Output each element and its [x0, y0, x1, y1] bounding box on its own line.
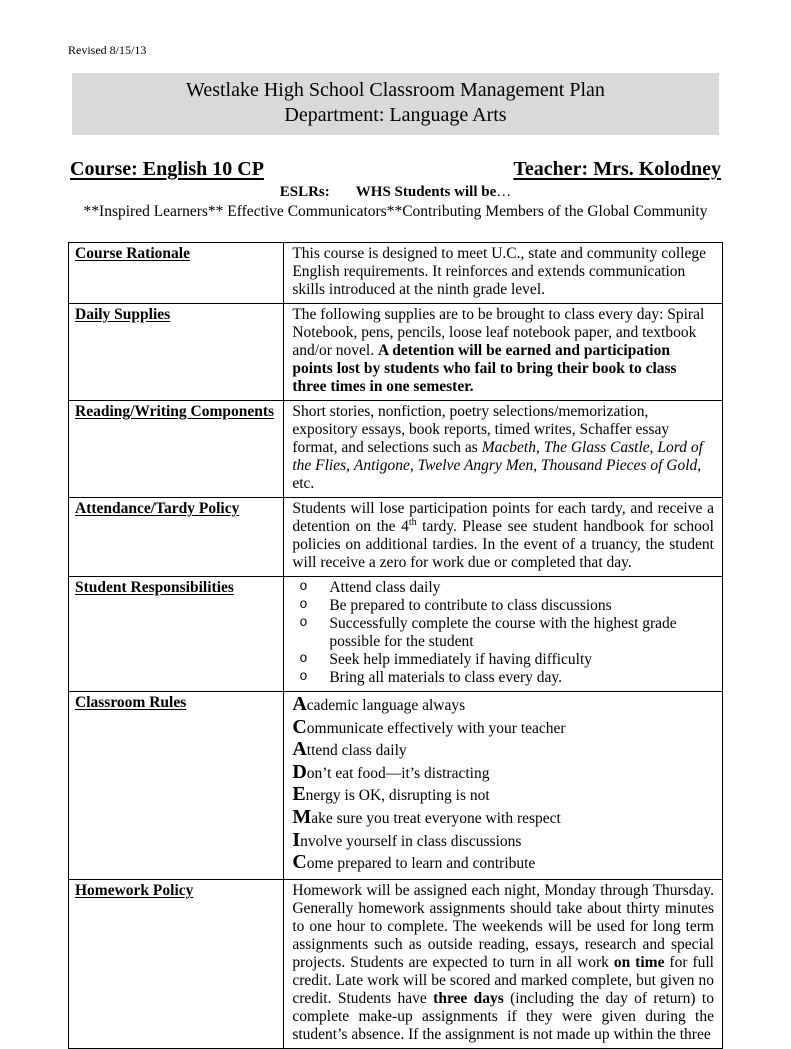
table-row: [69, 243, 723, 304]
rule-text: ome prepared to learn and contribute: [306, 855, 536, 873]
row-label-attendance-tardy: Attendance/Tardy Policy: [75, 500, 240, 517]
bullet-marker: o: [299, 670, 308, 685]
row-content-reading-writing: [284, 401, 723, 498]
bullet-item: [292, 579, 714, 597]
bullet-marker: o: [299, 580, 308, 595]
row-label-student-responsibilities: Student Responsibilities: [75, 579, 234, 596]
rule-text: ttend class daily: [306, 742, 407, 760]
bullet-text: Bring all materials to class every day.: [329, 669, 563, 686]
text-run: ,: [346, 457, 354, 474]
row-label-reading-writing: Reading/Writing Components: [75, 403, 275, 420]
classroom-rule-line: [292, 784, 714, 807]
bullet-item: [292, 651, 714, 669]
bullet-marker: o: [299, 598, 308, 613]
row-content-homework-policy: [284, 879, 723, 1048]
rule-initial-letter: I: [292, 828, 301, 851]
bullet-item: [292, 669, 714, 687]
text-run: (including the day of return) to complete make-up assignments if they were given during the student’s absence. If the assignment is not made up within the three: [292, 989, 714, 1043]
teacher-name: Teacher: Mrs. Kolodney: [513, 158, 721, 180]
bullet-text: Attend class daily: [329, 579, 441, 596]
classroom-rule-line: [292, 830, 714, 853]
text-run: Short stories, nonfiction, poetry selections/memorization, expository essays, book reports, timed writes, Schaffer essay format, and selections such as: [292, 403, 670, 456]
bullet-item: [292, 615, 714, 651]
text-run: This course is designed to meet U.C., state and community college English requirements. It reinforces and extends communication skills introduced at the ninth grade level.: [292, 245, 706, 298]
text-run: tardy. Please see student handbook for school policies on additional tardies. In the event of a truancy, the student will receive a zero for work due or completed that day.: [292, 518, 714, 571]
eslr-ellipsis: …: [496, 184, 512, 200]
bullet-marker: o: [299, 652, 308, 667]
rule-initial-letter: D: [292, 760, 307, 783]
rule-text: nergy is OK, disrupting is not: [305, 787, 490, 805]
table-row: [69, 401, 723, 498]
row-label-homework-policy: Homework Policy: [75, 881, 194, 899]
row-content-attendance-tardy: [284, 498, 723, 577]
row-label-classroom-rules: Classroom Rules: [75, 694, 187, 711]
table-row: [69, 577, 723, 692]
rule-text: on’t eat food—it’s distracting: [306, 764, 490, 782]
text-run: Homework will be assigned each night, Monday through Thursday. Generally homework assignments should take about thirty minutes to one hour to complete. The weekends will be used for long term assignments such as outside reading, essays, research and special projects. Students are expected to turn in all work: [292, 881, 714, 971]
text-run: , etc.: [292, 457, 702, 492]
eslr-text: WHS Students will be: [355, 184, 497, 200]
rule-initial-letter: C: [292, 851, 307, 874]
bullet-text: Seek help immediately if having difficulty: [329, 651, 593, 668]
text-run: Lord of the Flies: [292, 439, 703, 474]
rule-initial-letter: C: [292, 715, 307, 738]
classroom-rule-line: [292, 739, 714, 762]
rule-initial-letter: A: [292, 738, 307, 761]
document-title: Westlake High School Classroom Management Plan: [186, 79, 605, 101]
row-label-course-rationale: Course Rationale: [75, 245, 190, 262]
course-name: Course: English 10 CP: [70, 158, 264, 180]
text-run: on time: [613, 953, 665, 971]
text-run: ,: [535, 439, 544, 456]
text-run: for full credit. Late work will be scored and marked complete, but given no credit. Students have: [292, 953, 714, 1007]
text-run: The following supplies are to be brought to class every day: Spiral Notebook, pens, pencils, loose leaf notebook paper, and textbook and/or novel.: [292, 306, 705, 359]
rule-initial-letter: E: [292, 783, 306, 806]
classroom-rule-line: [292, 717, 714, 740]
row-label-daily-supplies: Daily Supplies: [75, 306, 171, 323]
classroom-rule-line: [292, 694, 714, 717]
bullet-text: Successfully complete the course with the highest grade possible for the student: [329, 615, 677, 650]
bullet-text: Be prepared to contribute to class discussions: [329, 597, 612, 614]
text-run: Antigone, Twelve Angry Men, Thousand Pieces of Gold: [353, 457, 698, 474]
course-teacher-line: [70, 157, 721, 181]
rule-text: ake sure you treat everyone with respect: [311, 809, 561, 827]
text-run: The Glass Castle: [543, 439, 650, 456]
title-banner: [72, 73, 719, 135]
row-content-student-responsibilities: [284, 577, 723, 692]
text-run: Students will lose participation points for each tardy, and receive a detention on the 4: [292, 500, 714, 535]
rule-initial-letter: M: [292, 805, 312, 828]
eslr-motto: **Inspired Learners** Effective Communicators**Contributing Members of the Global Community: [83, 203, 708, 220]
bullet-item: [292, 597, 714, 615]
revised-date: Revised 8/15/13: [68, 43, 147, 57]
table-row: [69, 879, 723, 1048]
department-subtitle: Department: Language Arts: [284, 104, 507, 126]
rule-text: ommunicate effectively with your teacher: [306, 719, 566, 737]
eslr-label: ESLRs:: [279, 184, 330, 200]
row-content-daily-supplies: [284, 304, 723, 401]
rule-initial-letter: A: [292, 693, 307, 715]
text-run: three days: [433, 989, 504, 1007]
rule-text: cademic language always: [306, 697, 466, 714]
text-run: A detention will be earned and participation points lost by students who fail to bring their book to class three times in one semester.: [292, 342, 677, 395]
table-row: [69, 498, 723, 577]
classroom-rule-line: [292, 852, 714, 875]
eslr-line: [68, 183, 723, 202]
text-run: ,: [649, 439, 658, 456]
text-run: Macbeth: [481, 439, 536, 456]
table-row: [69, 692, 723, 880]
text-run: th: [408, 516, 417, 528]
management-plan-table: [68, 242, 723, 1049]
table-row: [69, 304, 723, 401]
classroom-rule-line: [292, 807, 714, 830]
classroom-rule-line: [292, 762, 714, 785]
bullet-marker: o: [299, 616, 308, 631]
row-content-course-rationale: [284, 243, 723, 304]
rule-text: nvolve yourself in class discussions: [300, 832, 522, 850]
row-content-classroom-rules: [284, 692, 723, 880]
